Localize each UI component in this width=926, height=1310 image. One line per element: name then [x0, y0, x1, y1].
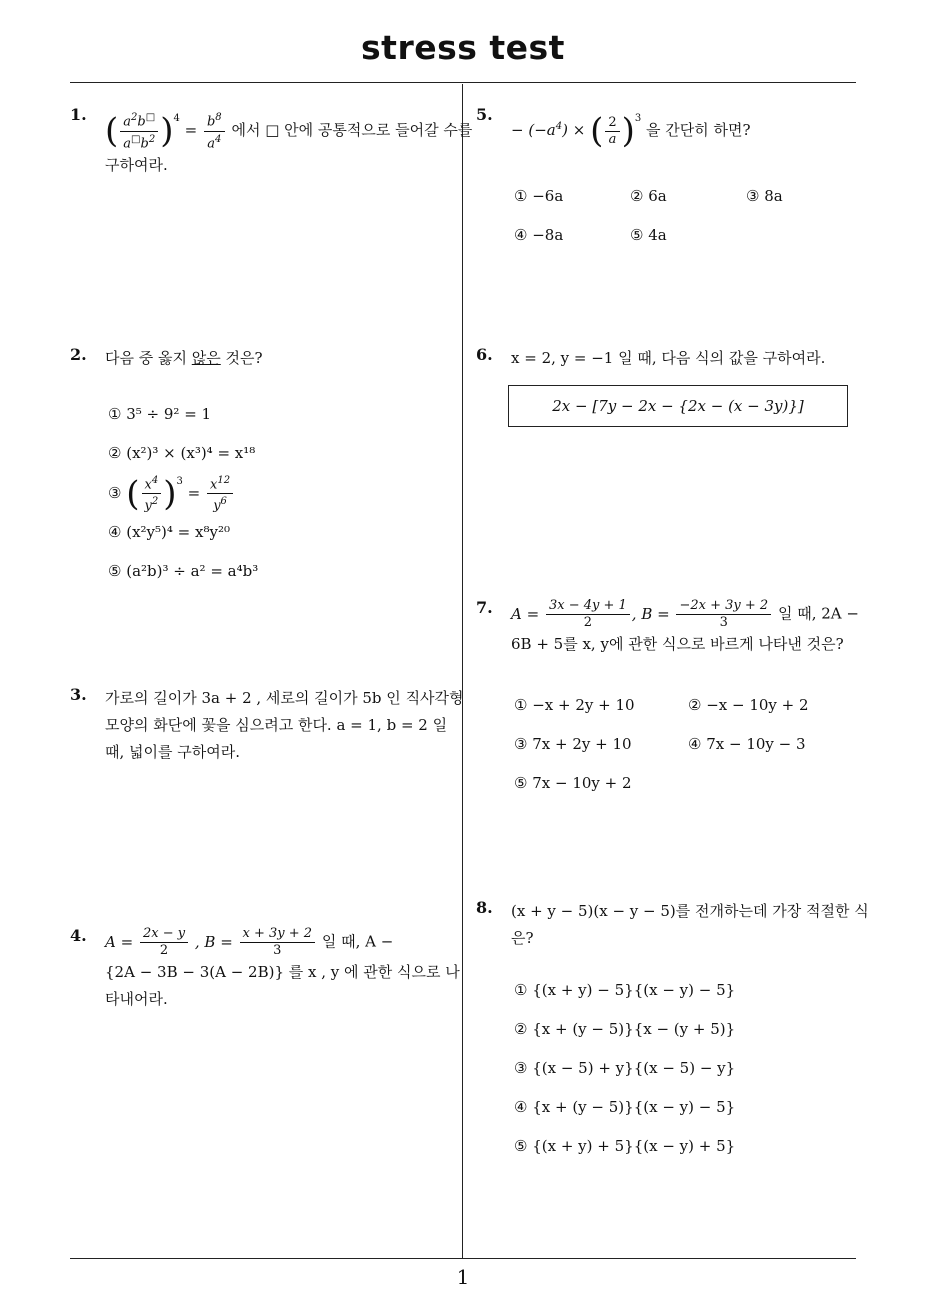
q3-line-3: 때, 넓이를 구하여라.	[105, 743, 240, 761]
q6-prompt: x = 2, y = −1 일 때, 다음 식의 값을 구하여라.	[511, 349, 826, 367]
q5-prompt: 을 간단히 하면?	[646, 121, 751, 139]
q5-option-2[interactable]: ② 6a	[630, 187, 667, 205]
q4-line-1-text: 일 때, A −	[321, 932, 394, 951]
q7-line-1	[511, 598, 861, 631]
q2-option-3-equation: ( $\frac{x^4}{y^2}$ )$^3$ = $\frac{x^{12}}{y^6}$	[126, 484, 235, 502]
q4-equation: A = $\frac{2x - y}{2}$ , B = $\frac{x + 3y + 2}{3}$	[105, 933, 317, 951]
q8-option-5[interactable]: ⑤ {(x + y) + 5}{(x − y) + 5}	[514, 1137, 736, 1155]
q4-line-2: {2A − 3B − 3(A − 2B)} 를 x , y 에 관한 식으로 나	[105, 963, 460, 981]
question-number: 7.	[476, 598, 493, 617]
q5-option-3[interactable]: ③ 8a	[746, 187, 783, 205]
q4-line-1	[105, 926, 465, 959]
question-body	[511, 105, 856, 151]
bottom-rule	[70, 1258, 856, 1259]
question-number: 1.	[70, 105, 87, 124]
q8-option-3[interactable]: ③ {(x − 5) + y}{(x − 5) − y}	[514, 1059, 736, 1077]
q7-option-1[interactable]: ① −x + 2y + 10	[514, 696, 635, 714]
q1-line-1-text: 에서 □ 안에 공통적으로 들어갈 수를	[231, 121, 473, 139]
q7-line-2: 6B + 5를 x, y에 관한 식으로 바르게 나타낸 것은?	[511, 635, 844, 653]
question-number: 5.	[476, 105, 493, 124]
top-rule	[70, 82, 856, 83]
q8-line-2: 은?	[511, 929, 534, 947]
q3-line-1: 가로의 길이가 3a + 2 , 세로의 길이가 5b 인 직사각형	[105, 689, 464, 707]
question-number: 4.	[70, 926, 87, 945]
q6-expression-box	[508, 385, 848, 427]
q1-line-2: 구하여라.	[105, 155, 168, 174]
q8-option-4[interactable]: ④ {x + (y − 5)}{(x − y) − 5}	[514, 1098, 736, 1116]
q8-option-1[interactable]: ① {(x + y) − 5}{(x − y) − 5}	[514, 981, 736, 999]
q5-option-1[interactable]: ① −6a	[514, 187, 564, 205]
question-number: 6.	[476, 345, 493, 364]
question-body	[511, 898, 869, 952]
q7-equation: A = $\frac{3x - 4y + 1}{2}$ , B = $\frac{-2x + 3y + 2}{3}$	[511, 605, 773, 623]
q7-option-5[interactable]: ⑤ 7x − 10y + 2	[514, 774, 632, 792]
page-title: stress test	[361, 28, 565, 67]
q4-line-3: 타내어라.	[105, 990, 168, 1008]
q8-option-2[interactable]: ② {x + (y − 5)}{x − (y + 5)}	[514, 1020, 736, 1038]
q2-option-3-marker: ③	[108, 483, 122, 502]
q1-equation: ( $\frac{a^2b^□}{a^□b^2}$ )$^4$ = $\frac{b^8}{a^4}$	[105, 121, 227, 139]
q7-option-3[interactable]: ③ 7x + 2y + 10	[514, 735, 632, 753]
question-body	[105, 685, 465, 766]
q6-expression: 2x − [7y − 2x − {2x − (x − 3y)}]	[552, 397, 804, 415]
q2-option-5[interactable]: ⑤ (a²b)³ ÷ a² = a⁴b³	[108, 562, 259, 580]
q5-option-4[interactable]: ④ −8a	[514, 226, 564, 244]
q5-expression: − $(-a^4)$ × ( $\frac{2}{a}$ )$^3$	[511, 111, 642, 151]
q2-prompt-start: 다음 중 옳지	[105, 349, 192, 367]
q8-line-1: (x + y − 5)(x − y − 5)를 전개하는데 가장 적절한 식	[511, 902, 869, 920]
question-body	[511, 598, 861, 658]
question-number: 2.	[70, 345, 87, 364]
question-body	[105, 926, 465, 1013]
q2-option-3[interactable]	[108, 473, 235, 515]
question-body	[105, 345, 465, 372]
q2-option-4[interactable]: ④ (x²y⁵)⁴ = x⁸y²⁰	[108, 523, 230, 541]
page-number: 1	[456, 1265, 470, 1289]
q2-option-1[interactable]: ① 3⁵ ÷ 9² = 1	[108, 405, 212, 423]
q5-option-5[interactable]: ⑤ 4a	[630, 226, 667, 244]
q2-prompt-end: 것은?	[220, 349, 263, 367]
q1-line-1	[105, 105, 473, 152]
q2-prompt-underlined: 않은	[191, 349, 221, 367]
q7-option-4[interactable]: ④ 7x − 10y − 3	[688, 735, 806, 753]
question-number: 8.	[476, 898, 493, 917]
question-body	[105, 105, 473, 179]
q2-option-2[interactable]: ② (x²)³ × (x³)⁴ = x¹⁸	[108, 444, 256, 462]
column-divider	[462, 84, 463, 1258]
q3-line-2: 모양의 화단에 꽃을 심으려고 한다. a = 1, b = 2 일	[105, 716, 448, 734]
q7-option-2[interactable]: ② −x − 10y + 2	[688, 696, 809, 714]
q7-line-1-text: 일 때, 2A −	[777, 604, 859, 623]
question-number: 3.	[70, 685, 87, 704]
